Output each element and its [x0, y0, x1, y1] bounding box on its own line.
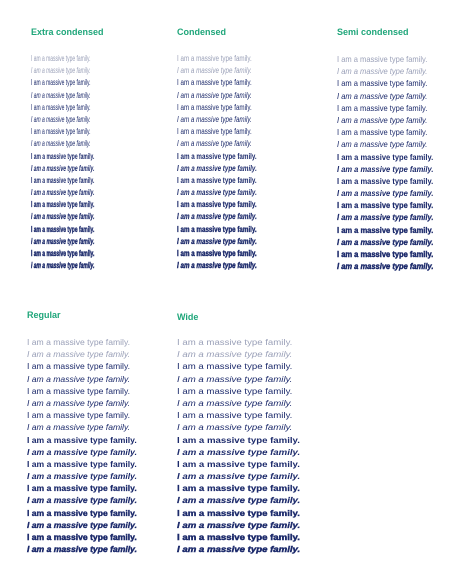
- group-title: Condensed: [177, 27, 227, 37]
- type-sample-line: I am a massive type family.: [177, 373, 293, 384]
- group-title: Regular: [27, 310, 61, 320]
- type-sample-line: I am a massive type family.: [177, 224, 257, 234]
- sample-list: [337, 53, 444, 272]
- type-sample-line: I am a massive type family.: [337, 261, 434, 272]
- type-sample-line: I am a massive type family.: [31, 54, 91, 63]
- sample-list: [177, 336, 301, 555]
- type-sample-line: I am a massive type family.: [177, 483, 300, 494]
- type-sample-line: I am a massive type family.: [177, 385, 293, 396]
- type-sample-line: I am a massive type family.: [177, 66, 252, 76]
- type-sample-line: I am a massive type family.: [27, 434, 137, 445]
- type-sample-line: I am a massive type family.: [27, 337, 130, 347]
- type-sample-line: I am a massive type family.: [337, 114, 428, 125]
- type-sample-line: I am a massive type family.: [27, 410, 130, 421]
- type-sample-line: I am a massive type family.: [337, 66, 428, 77]
- type-sample-line: I am a massive type family.: [27, 373, 130, 384]
- type-sample-line: I am a massive type family.: [31, 261, 95, 271]
- type-sample-line: I am a massive type family.: [177, 446, 301, 457]
- type-sample-line: I am a massive type family.: [337, 200, 434, 211]
- type-sample-line: I am a massive type family.: [337, 127, 428, 138]
- type-sample-line: I am a massive type family.: [27, 458, 137, 469]
- type-sample-line: I am a massive type family.: [337, 236, 434, 247]
- type-sample-line: I am a massive type family.: [31, 114, 91, 124]
- type-sample-line: I am a massive type family.: [337, 90, 428, 101]
- type-sample-line: I am a massive type family.: [27, 471, 138, 482]
- type-sample-line: I am a massive type family.: [337, 249, 434, 259]
- type-sample-line: I am a massive type family.: [177, 337, 293, 347]
- type-sample-line: I am a massive type family.: [27, 385, 130, 396]
- type-sample-line: I am a massive type family.: [31, 249, 95, 258]
- type-sample-line: I am a massive type family.: [177, 422, 293, 433]
- type-sample-line: I am a massive type family.: [177, 495, 301, 506]
- type-sample-line: I am a massive type family.: [177, 200, 257, 210]
- type-sample-line: I am a massive type family.: [337, 139, 428, 150]
- type-sample-line: I am a massive type family.: [31, 175, 95, 185]
- group-title: Extra condensed: [31, 27, 104, 37]
- type-sample-line: I am a massive type family.: [177, 102, 252, 112]
- type-sample-line: I am a massive type family.: [31, 90, 91, 100]
- type-sample-line: I am a massive type family.: [27, 446, 138, 457]
- type-sample-line: I am a massive type family.: [177, 139, 252, 149]
- type-sample-line: I am a massive type family.: [337, 188, 434, 199]
- group-extra-condensed: [31, 27, 171, 277]
- type-sample-line: I am a massive type family.: [27, 519, 138, 530]
- type-sample-line: I am a massive type family.: [31, 236, 95, 246]
- type-sample-line: I am a massive type family.: [177, 54, 252, 63]
- type-sample-line: I am a massive type family.: [31, 139, 91, 149]
- type-sample-line: I am a massive type family.: [337, 212, 434, 223]
- type-sample-line: I am a massive type family.: [27, 361, 130, 372]
- type-sample-line: I am a massive type family.: [31, 200, 95, 210]
- type-sample-line: I am a massive type family.: [337, 78, 428, 89]
- type-sample-line: I am a massive type family.: [27, 422, 130, 433]
- type-sample-line: I am a massive type family.: [177, 151, 257, 161]
- group-semi-condensed: [337, 27, 474, 277]
- group-condensed: [177, 27, 327, 277]
- type-sample-line: I am a massive type family.: [177, 249, 257, 258]
- group-wide: [177, 312, 337, 567]
- type-sample-line: I am a massive type family.: [177, 127, 252, 137]
- type-sample-line: I am a massive type family.: [177, 349, 293, 360]
- type-sample-line: I am a massive type family.: [177, 236, 257, 246]
- type-sample-line: I am a massive type family.: [177, 410, 293, 421]
- type-sample-line: I am a massive type family.: [31, 102, 91, 112]
- type-sample-line: I am a massive type family.: [177, 175, 257, 185]
- type-sample-line: I am a massive type family.: [177, 458, 300, 469]
- type-sample-line: I am a massive type family.: [177, 90, 252, 100]
- type-sample-line: I am a massive type family.: [27, 507, 137, 518]
- type-sample-line: I am a massive type family.: [177, 434, 300, 445]
- type-sample-line: I am a massive type family.: [177, 507, 300, 518]
- type-sample-line: I am a massive type family.: [177, 163, 257, 173]
- type-sample-line: I am a massive type family.: [27, 544, 138, 555]
- type-sample-line: I am a massive type family.: [337, 102, 428, 113]
- type-sample-line: I am a massive type family.: [31, 66, 91, 76]
- type-sample-line: I am a massive type family.: [31, 127, 91, 137]
- type-sample-line: I am a massive type family.: [177, 361, 293, 372]
- type-sample-line: I am a massive type family.: [27, 495, 138, 506]
- type-sample-line: I am a massive type family.: [337, 163, 434, 174]
- group-title: Semi condensed: [337, 27, 409, 37]
- type-sample-line: I am a massive type family.: [27, 483, 137, 494]
- type-sample-line: I am a massive type family.: [177, 532, 300, 542]
- type-sample-line: I am a massive type family.: [337, 54, 428, 64]
- group-title: Wide: [177, 312, 199, 322]
- type-sample-line: I am a massive type family.: [177, 78, 252, 88]
- type-sample-line: I am a massive type family.: [177, 519, 301, 530]
- type-sample-line: I am a massive type family.: [31, 212, 95, 222]
- type-sample-line: I am a massive type family.: [177, 261, 257, 271]
- type-sample-line: I am a massive type family.: [31, 163, 95, 173]
- type-sample-line: I am a massive type family.: [177, 212, 257, 222]
- type-sample-line: I am a massive type family.: [31, 224, 95, 234]
- type-sample-line: I am a massive type family.: [177, 544, 301, 555]
- type-sample-line: I am a massive type family.: [177, 397, 293, 408]
- type-sample-line: I am a massive type family.: [31, 78, 91, 88]
- type-sample-line: I am a massive type family.: [27, 397, 130, 408]
- type-sample-line: I am a massive type family.: [177, 471, 301, 482]
- type-sample-line: I am a massive type family.: [337, 151, 434, 162]
- type-sample-line: I am a massive type family.: [337, 224, 434, 235]
- group-regular: [27, 310, 172, 565]
- type-sample-line: I am a massive type family.: [177, 188, 257, 198]
- type-sample-line: I am a massive type family.: [27, 532, 137, 542]
- type-sample-line: I am a massive type family.: [177, 114, 252, 124]
- type-sample-line: I am a massive type family.: [337, 175, 434, 186]
- sample-list: [27, 336, 137, 555]
- sample-list: [31, 53, 133, 272]
- type-sample-line: I am a massive type family.: [31, 151, 95, 161]
- type-sample-line: I am a massive type family.: [31, 188, 95, 198]
- type-sample-line: I am a massive type family.: [27, 349, 130, 360]
- sample-list: [177, 53, 279, 272]
